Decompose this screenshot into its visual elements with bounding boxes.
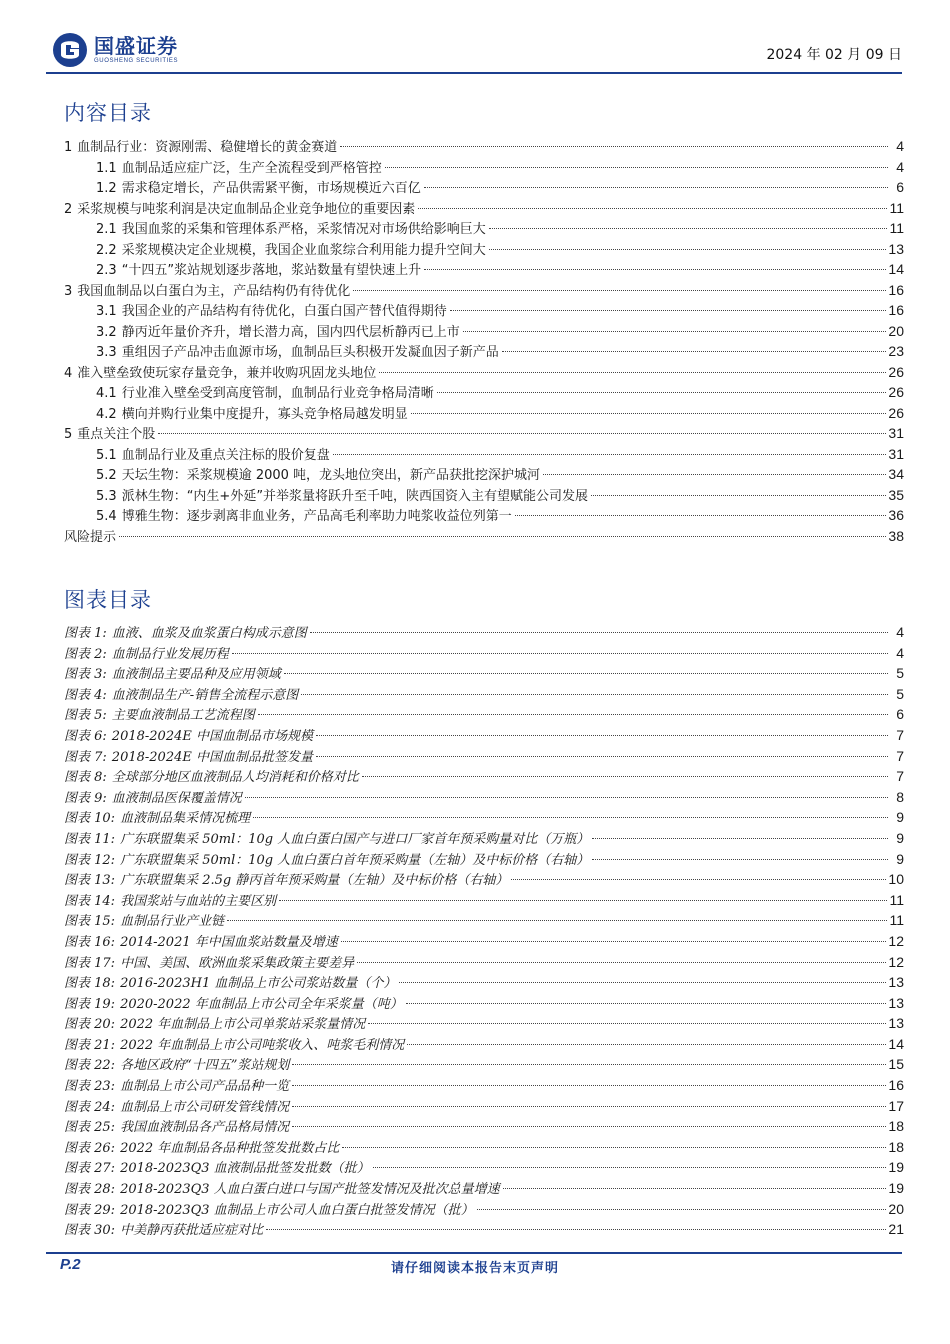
figure-entry-page: 11 — [889, 912, 904, 929]
dot-leader — [342, 1147, 886, 1148]
figure-entry[interactable] — [64, 766, 904, 787]
figure-entry-title: 广东联盟集采 50ml：10g 人血白蛋白国产与进口厂家首年预采购量对比（万瓶） — [120, 831, 590, 847]
dot-leader — [245, 797, 888, 798]
toc-entry-number: 5.4 — [96, 509, 117, 524]
toc-entry-number: 2.2 — [96, 242, 117, 258]
figure-entry-number: 图表 15: — [64, 914, 116, 930]
figure-entry-number: 图表 21: — [64, 1037, 116, 1053]
figure-entry-number: 图表 27: — [64, 1161, 116, 1177]
figure-entry-title: 各地区政府“十四五”浆站规划 — [120, 1058, 290, 1074]
dot-leader — [450, 310, 887, 311]
toc-entry-title: 血制品行业：资源刚需、稳健增长的黄金赛道 — [77, 140, 338, 155]
figure-entry-page: 7 — [896, 747, 904, 764]
dot-leader — [592, 859, 888, 860]
toc-entry[interactable] — [64, 259, 904, 280]
figure-entry-page: 6 — [896, 706, 904, 723]
figure-entry-page: 13 — [888, 974, 904, 991]
figure-entry-number: 图表 8: — [64, 770, 107, 786]
figure-entry-number: 图表 4: — [64, 687, 107, 703]
figure-entry-title: 2018-2024E 中国血制品批签发量 — [111, 749, 313, 765]
toc-entry-title: 重点关注个股 — [77, 427, 156, 442]
toc-entry[interactable] — [64, 136, 904, 157]
figure-entry-page: 9 — [896, 809, 904, 826]
figure-entry-number: 图表 13: — [64, 873, 116, 889]
toc-entry-page: 34 — [888, 466, 904, 482]
page-number: P.2 — [60, 1256, 81, 1273]
figure-entry[interactable] — [64, 1219, 904, 1240]
figure-entry-title: 全球部分地区血液制品人均消耗和价格对比 — [111, 770, 359, 786]
toc-entry-page: 38 — [888, 527, 904, 544]
figure-entry-page: 11 — [889, 891, 904, 908]
dot-leader — [292, 1064, 886, 1065]
toc-entry-page: 31 — [888, 425, 904, 441]
dot-leader — [385, 167, 888, 168]
toc-entry-number: 4 — [64, 365, 73, 381]
figure-entry-page: 16 — [888, 1077, 904, 1094]
figure-entry[interactable] — [64, 807, 904, 828]
figure-entry-title: 我国血液制品各产品格局情况 — [120, 1120, 290, 1136]
toc-entry-title: 我国血制品以白蛋白为主，产品结构仍有待优化 — [77, 283, 351, 299]
figure-entry[interactable] — [64, 643, 904, 664]
figure-entry-page: 18 — [888, 1138, 904, 1155]
figure-entry-page: 7 — [896, 768, 904, 785]
toc-entry-page: 35 — [888, 486, 904, 503]
toc-entry[interactable] — [64, 239, 904, 260]
figure-entry-title: 中国、美国、欧洲血浆采集政策主要差异 — [120, 955, 355, 971]
figure-entry[interactable] — [64, 828, 904, 849]
toc-entry-page: 23 — [888, 343, 904, 359]
figure-entry-title: 血液制品集采情况梳理 — [120, 811, 251, 827]
dot-leader — [591, 495, 886, 496]
dot-leader — [292, 1085, 886, 1086]
figure-entry[interactable] — [64, 993, 904, 1014]
figure-entry-title: 2022 年血制品上市公司吨浆收入、吨浆毛利情况 — [120, 1037, 405, 1053]
dot-leader — [592, 838, 888, 839]
figure-entry-number: 图表 20: — [64, 1017, 116, 1033]
lof-title: 图表目录 — [64, 588, 152, 612]
dot-leader — [158, 433, 886, 434]
dot-leader — [418, 208, 887, 209]
figure-entry-title: 广东联盟集采 2.5g 静丙首年预采购量（左轴）及中标价格（右轴） — [120, 873, 509, 889]
toc-entry-title: 准入壁垒致使玩家存量竞争，兼并收购巩固龙头地位 — [77, 365, 377, 381]
dot-leader — [341, 941, 887, 942]
dot-leader — [292, 1126, 886, 1127]
figure-entry-title: 血制品行业产业链 — [120, 914, 225, 930]
figure-entry-title: 2018-2023Q3 血液制品批签发批数（批） — [120, 1161, 370, 1177]
figure-entry[interactable] — [64, 952, 904, 973]
figure-entry[interactable] — [64, 725, 904, 746]
figure-entry-title: 2018-2023Q3 血制品上市公司人血白蛋白批签发情况（批） — [120, 1202, 474, 1218]
dot-leader — [357, 962, 886, 963]
toc-entry[interactable] — [64, 464, 904, 485]
toc-entry-number: 1.2 — [96, 181, 117, 196]
dot-leader — [477, 1209, 887, 1210]
figure-entry[interactable] — [64, 1137, 904, 1158]
dot-leader — [333, 454, 887, 455]
dot-leader — [406, 1003, 887, 1004]
disclaimer-note: 请仔细阅读本报告末页声明 — [390, 1261, 559, 1276]
dot-leader — [407, 1044, 886, 1045]
figure-entry-number: 图表 11: — [64, 831, 116, 847]
report-date: 2024 年 02 月 09 日 — [766, 47, 902, 63]
figure-entry-page: 4 — [896, 624, 904, 640]
figure-entry-title: 2018-2024E 中国血制品市场规模 — [111, 728, 313, 744]
toc-entry[interactable] — [64, 485, 904, 506]
figure-entry-number: 图表 30: — [64, 1223, 116, 1239]
toc-entry-number: 4.1 — [96, 386, 117, 401]
figure-entry[interactable] — [64, 1116, 904, 1137]
toc-entry-page: 36 — [888, 507, 904, 523]
figure-entry-number: 图表 3: — [64, 667, 107, 683]
figure-entry-page: 17 — [888, 1097, 904, 1114]
toc-entry[interactable] — [64, 382, 904, 403]
figure-entry[interactable] — [64, 849, 904, 870]
toc-entry[interactable] — [64, 505, 904, 526]
dot-leader — [503, 1188, 887, 1189]
toc-entry-title: 采浆规模与吨浆利润是决定血制品企业竞争地位的重要因素 — [77, 201, 416, 217]
toc-entry-number: 2.3 — [96, 263, 117, 278]
toc-list — [64, 136, 904, 546]
figure-entry-page: 13 — [888, 994, 904, 1011]
figure-entry-number: 图表 26: — [64, 1140, 116, 1156]
toc-entry[interactable] — [64, 444, 904, 465]
toc-entry-number: 3 — [64, 283, 73, 299]
figure-entry-title: 2022 年血制品上市公司单浆站采浆量情况 — [120, 1017, 366, 1033]
toc-entry-page: 6 — [896, 179, 904, 195]
figure-entry-number: 图表 16: — [64, 934, 116, 950]
toc-entry-title: 需求稳定增长，产品供需紧平衡，市场规模近六百亿 — [121, 181, 421, 196]
figure-entry[interactable] — [64, 1157, 904, 1178]
toc-entry-page: 31 — [888, 445, 904, 462]
dot-leader — [399, 982, 886, 983]
figure-entry-page: 14 — [888, 1035, 904, 1052]
figure-entry-page: 18 — [888, 1118, 904, 1135]
guosheng-logo-icon — [52, 32, 88, 68]
dot-leader — [379, 372, 886, 373]
figure-entry-page: 9 — [896, 829, 904, 846]
figure-entry[interactable] — [64, 787, 904, 808]
dot-leader — [489, 249, 887, 250]
toc-entry-page: 11 — [889, 220, 904, 236]
figure-entry-number: 图表 24: — [64, 1099, 116, 1115]
toc-entry[interactable] — [64, 198, 904, 219]
toc-entry[interactable] — [64, 526, 904, 547]
header-divider — [46, 72, 902, 74]
toc-entry-page: 11 — [889, 199, 904, 216]
toc-entry-number: 2 — [64, 201, 73, 217]
figure-entry-number: 图表 28: — [64, 1182, 116, 1198]
figure-entry-page: 5 — [896, 685, 904, 702]
dot-leader — [502, 351, 887, 352]
dot-leader — [340, 146, 888, 147]
dot-leader — [373, 1167, 887, 1168]
toc-entry-title: 博雅生物：逐步剥离非血业务，产品高毛利率助力吨浆收益位列第一 — [121, 509, 512, 524]
dot-leader — [489, 228, 888, 229]
figure-entry-number: 图表 1: — [64, 626, 107, 641]
figure-entry-page: 19 — [888, 1180, 904, 1197]
dot-leader — [463, 331, 887, 332]
figure-entry-number: 图表 5: — [64, 708, 107, 724]
dot-leader — [258, 714, 888, 715]
figure-entry-page: 10 — [888, 871, 904, 888]
toc-entry[interactable] — [64, 423, 904, 444]
dot-leader — [424, 269, 886, 270]
toc-entry-number: 3.2 — [96, 324, 117, 340]
page-header — [46, 30, 902, 70]
figure-entry-number: 图表 10: — [64, 811, 116, 827]
figure-entry-number: 图表 14: — [64, 893, 116, 909]
figure-entry-page: 7 — [896, 726, 904, 743]
dot-leader — [227, 920, 887, 921]
toc-entry-page: 26 — [888, 384, 904, 400]
toc-entry-page: 16 — [888, 302, 904, 318]
dot-leader — [368, 1023, 886, 1024]
toc-entry-page: 26 — [888, 363, 904, 380]
figure-entry-page: 15 — [888, 1056, 904, 1073]
toc-entry-title: 行业准入壁垒受到高度管制，血制品行业竞争格局清晰 — [121, 386, 434, 401]
toc-entry-title: 血制品适应症广泛，生产全流程受到严格管控 — [121, 160, 382, 176]
toc-entry[interactable] — [64, 300, 904, 321]
figure-entry[interactable] — [64, 1054, 904, 1075]
figure-entry-number: 图表 9: — [64, 790, 107, 806]
figure-entry-title: 广东联盟集采 50ml：10g 人血白蛋白首年预采购量（左轴）及中标价格（右轴） — [120, 852, 590, 868]
dot-leader — [292, 1106, 886, 1107]
dot-leader — [515, 515, 887, 516]
toc-entry[interactable] — [64, 321, 904, 342]
figure-entry-page: 5 — [896, 665, 904, 682]
toc-entry-number: 4.2 — [96, 406, 117, 422]
figure-entry-page: 4 — [896, 644, 904, 661]
figure-entry[interactable] — [64, 910, 904, 931]
toc-entry-number: 2.1 — [96, 222, 117, 237]
dot-leader — [232, 653, 888, 654]
toc-entry-title: 我国血浆的采集和管理体系严格，采浆情况对市场供给影响巨大 — [121, 222, 486, 237]
toc-entry-number: 3.3 — [96, 345, 117, 360]
toc-entry-title: 天坛生物：采浆规模逾 2000 吨，龙头地位突出，新产品获批挖深护城河 — [121, 468, 541, 483]
toc-entry-title: 血制品行业及重点关注标的股价复盘 — [121, 447, 330, 463]
toc-entry-title: 横向并购行业集中度提升，寡头竞争格局越发明显 — [121, 406, 408, 422]
logo-cn-text: 国盛证券 — [94, 34, 178, 58]
figure-entry[interactable] — [64, 1178, 904, 1199]
figure-entry[interactable] — [64, 890, 904, 911]
figure-entry-number: 图表 29: — [64, 1202, 116, 1218]
figure-entry-page: 12 — [888, 953, 904, 970]
figure-entry[interactable] — [64, 869, 904, 890]
toc-entry[interactable] — [64, 403, 904, 424]
dot-leader — [543, 474, 886, 475]
figure-entry-page: 13 — [888, 1015, 904, 1032]
toc-entry-page: 4 — [896, 138, 904, 154]
figure-entry-title: 血制品上市公司研发管线情况 — [120, 1099, 290, 1115]
dot-leader — [353, 290, 886, 291]
toc-title: 内容目录 — [64, 101, 152, 125]
toc-entry[interactable] — [64, 218, 904, 239]
toc-entry-number: 1.1 — [96, 160, 117, 176]
toc-entry-page: 4 — [896, 158, 904, 175]
dot-leader — [411, 413, 887, 414]
dot-leader — [316, 756, 888, 757]
dot-leader — [266, 1229, 886, 1230]
figure-entry-page: 20 — [888, 1200, 904, 1217]
figure-entry[interactable] — [64, 1199, 904, 1220]
dot-leader — [253, 817, 888, 818]
figure-entry-title: 血制品上市公司产品品种一览 — [120, 1079, 290, 1095]
toc-entry[interactable] — [64, 157, 904, 178]
figure-entry-title: 2022 年血制品各品种批签发批数占比 — [120, 1140, 340, 1156]
figure-entry-number: 图表 12: — [64, 852, 116, 868]
dot-leader — [362, 776, 888, 777]
logo-en-text: GUOSHENG SECURITIES — [94, 58, 179, 64]
company-logo — [52, 30, 178, 70]
figure-entry-page: 21 — [888, 1221, 904, 1238]
figure-entry[interactable] — [64, 746, 904, 767]
figure-entry[interactable] — [64, 1096, 904, 1117]
toc-entry[interactable] — [64, 341, 904, 362]
dot-leader — [316, 735, 888, 736]
dot-leader — [437, 392, 887, 393]
toc-entry-title: 派林生物：“内生+外延”并举浆量将跃升至千吨，陕西国资入主有望赋能公司发展 — [121, 488, 589, 504]
figure-entry-title: 我国浆站与血站的主要区别 — [120, 893, 277, 909]
toc-entry-number: 5.3 — [96, 488, 117, 504]
dot-leader — [424, 187, 888, 188]
dot-leader — [301, 694, 888, 695]
figure-entry-title: 主要血液制品工艺流程图 — [111, 708, 255, 724]
figure-entry[interactable] — [64, 972, 904, 993]
figure-entry-title: 2018-2023Q3 人血白蛋白进口与国产批签发情况及批次总量增速 — [120, 1182, 500, 1198]
figure-entry-number: 图表 2: — [64, 646, 107, 662]
toc-entry-number: 5.2 — [96, 468, 117, 483]
figure-entry-number: 图表 19: — [64, 996, 116, 1012]
toc-entry-page: 16 — [888, 281, 904, 298]
dot-leader — [279, 900, 887, 901]
figure-entry-page: 19 — [888, 1159, 904, 1176]
toc-entry-title: “十四五”浆站规划逐步落地，浆站数量有望快速上升 — [121, 263, 422, 278]
toc-entry-title: 我国企业的产品结构有待优化，白蛋白国产替代值得期待 — [121, 304, 447, 319]
figure-entry-title: 中美静丙获批适应症对比 — [120, 1223, 264, 1239]
figure-entry-title: 血液制品主要品种及应用领域 — [111, 667, 281, 683]
figure-entry-title: 2016-2023H1 血制品上市公司浆站数量（个） — [120, 976, 397, 992]
figure-entry[interactable] — [64, 663, 904, 684]
figure-entry[interactable] — [64, 1013, 904, 1034]
dot-leader — [511, 879, 886, 880]
toc-entry-number: 5 — [64, 427, 73, 442]
figure-entry-page: 9 — [896, 850, 904, 867]
toc-entry-title: 采浆规模决定企业规模，我国企业血浆综合利用能力提升空间大 — [121, 242, 486, 258]
toc-entry-number: 5.1 — [96, 447, 117, 463]
toc-entry-page: 13 — [888, 240, 904, 257]
toc-entry-page: 26 — [888, 404, 904, 421]
figure-entry-page: 12 — [888, 932, 904, 949]
footer-divider — [46, 1252, 902, 1254]
figure-entry-title: 血液制品医保覆盖情况 — [111, 790, 242, 806]
figure-entry-number: 图表 23: — [64, 1079, 116, 1095]
figure-entry-title: 血制品行业发展历程 — [111, 646, 229, 662]
toc-entry[interactable] — [64, 362, 904, 383]
figure-entry[interactable] — [64, 1034, 904, 1055]
figure-entry-number: 图表 18: — [64, 976, 116, 992]
figure-entry-number: 图表 25: — [64, 1120, 116, 1136]
figure-entry-number: 图表 17: — [64, 955, 116, 971]
figure-entry-number: 图表 7: — [64, 749, 107, 765]
figure-entry-page: 8 — [896, 788, 904, 805]
toc-entry-title: 重组因子产品冲击血源市场，血制品巨头积极开发凝血因子新产品 — [121, 345, 499, 360]
figure-entry-title: 血液制品生产-销售全流程示意图 — [111, 687, 299, 703]
toc-entry-number: 1 — [64, 140, 73, 155]
toc-entry-page: 20 — [888, 322, 904, 339]
toc-entry-page: 14 — [888, 261, 904, 277]
toc-entry-title: 风险提示 — [64, 529, 117, 545]
dot-leader — [119, 536, 886, 537]
figure-entry-title: 血液、血浆及血浆蛋白构成示意图 — [111, 626, 307, 641]
toc-entry-number: 3.1 — [96, 304, 117, 319]
figure-entry-title: 2020-2022 年血制品上市公司全年采浆量（吨） — [120, 996, 403, 1012]
dot-leader — [310, 632, 888, 633]
figure-entry[interactable] — [64, 1075, 904, 1096]
dot-leader — [284, 673, 888, 674]
toc-entry[interactable] — [64, 280, 904, 301]
figure-entry-title: 2014-2021 年中国血浆站数量及增速 — [120, 934, 338, 950]
list-of-figures — [64, 622, 904, 1240]
figure-entry[interactable] — [64, 684, 904, 705]
figure-entry-number: 图表 6: — [64, 728, 107, 744]
figure-entry[interactable] — [64, 704, 904, 725]
figure-entry[interactable] — [64, 622, 904, 643]
figure-entry-number: 图表 22: — [64, 1058, 116, 1074]
toc-entry-title: 静丙近年量价齐升，增长潜力高，国内四代层析静丙已上市 — [121, 324, 460, 340]
toc-entry[interactable] — [64, 177, 904, 198]
figure-entry[interactable] — [64, 931, 904, 952]
